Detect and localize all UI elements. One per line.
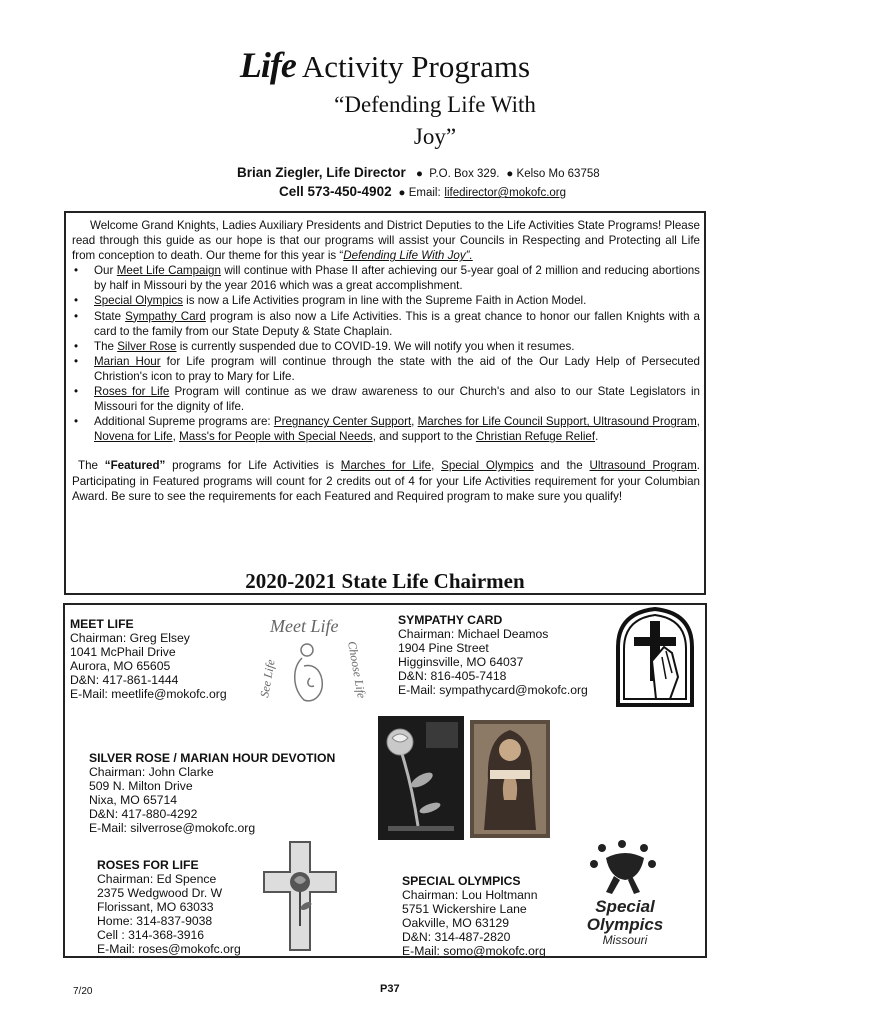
page-title (0, 44, 770, 86)
marian-icon-image (470, 720, 550, 838)
section-heading: SYMPATHY CARD (398, 613, 503, 627)
chairmen-title: 2020-2021 State Life Chairmen (245, 569, 525, 593)
contact-line: E-Mail: silverrose@mokofc.org (89, 821, 256, 835)
contact-line: 2375 Wedgwood Dr. W (97, 886, 223, 900)
rose-cross-icon (262, 840, 338, 952)
list-item: • State Sympathy Card program is also now a Life Activities. This is a great chance to honor our fallen Knights with a card to the family from our State Deputy & State Chaplain. (72, 309, 700, 339)
featured-so-link[interactable]: Special Olympics (441, 459, 534, 473)
contact-line: E-Mail: meetlife@mokofc.org (70, 687, 227, 701)
intro-text (72, 218, 700, 504)
special-needs-mass-link[interactable]: Mass's for People with Special Needs (179, 430, 373, 444)
list-item: • Roses for Life Program will continue as we draw awareness to our Church's and also to our State Legislators in Missouri for the dignity of life. (72, 384, 700, 414)
pregnancy-center-link[interactable]: Pregnancy Center Support (273, 415, 412, 429)
meet-life-logo (252, 608, 369, 708)
title-life: Life (239, 45, 296, 85)
contact-line: 1041 McPhail Drive (70, 645, 176, 659)
contact-line: D&N: 417-861-1444 (70, 673, 179, 687)
contact-line: Chairman: Ed Spence (97, 872, 217, 886)
list-item: • Marian Hour for Life program will continue through the state with the aid of the Our Lady Help of Persecuted Christion's icon to pray to Mary for Life. (72, 354, 700, 384)
so-logo-line-3: Missouri (602, 933, 648, 947)
sympathy-card-contact (398, 613, 588, 697)
contact-line: Florissant, MO 63033 (97, 900, 214, 914)
contact-line: Oakville, MO 63129 (402, 916, 510, 930)
welcome-paragraph: Welcome Grand Knights, Ladies Auxiliary Presidents and District Deputies to the Life Activities State Programs! Please read through this guide as our hope is that our programs will assist your Councils in Respecting and Protecting all Life from conception to death. Our theme for this year is “Defending Life With Joy”. (72, 219, 700, 263)
contact-line-2: Cell 573-450-4902 ● Email: lifedirector@mokofc.org (279, 184, 567, 199)
special-olympics-link[interactable]: Special Olympics (94, 294, 183, 308)
meet-life-link[interactable]: Meet Life Campaign (116, 264, 221, 278)
special-olympics-contact (402, 874, 546, 958)
list-item: • Our Meet Life Campaign will continue with Phase II after achieving our 5-year goal of 2 million and reducing abortions by half in Missouri by the year 2016 which was a great accomplishment. (72, 263, 700, 293)
roses-for-life-link[interactable]: Roses for Life (94, 385, 170, 399)
contact-line: Home: 314-837-9038 (97, 914, 213, 928)
contact-line: Chairman: John Clarke (89, 765, 214, 779)
contact-line: D&N: 816-405-7418 (398, 669, 507, 683)
logo-see-life-text: See Life (257, 658, 278, 699)
cell-phone: Cell 573-450-4902 (279, 184, 392, 199)
contact-line: 5751 Wickershire Lane (402, 902, 527, 916)
list-item: • Special Olympics is now a Life Activities program in line with the Supreme Faith in Action Model. (72, 293, 700, 308)
pregnant-figure-icon (295, 644, 323, 701)
so-logo-line-1: Special (595, 897, 655, 916)
contact-line-1: Brian Ziegler, Life Director ● P.O. Box 329. ● Kelso Mo 63758 (237, 165, 600, 180)
meet-life-contact (70, 617, 227, 701)
roses-for-life-contact (97, 858, 241, 956)
contact-line: E-Mail: roses@mokofc.org (97, 942, 241, 956)
theme-line-1: “Defending Life With (334, 92, 536, 117)
contact-line: Chairman: Greg Elsey (70, 631, 190, 645)
so-figure-icon (590, 840, 656, 894)
contact-line: Nixa, MO 65714 (89, 793, 178, 807)
footer-date: 7/20 (73, 986, 93, 997)
contact-line: Cell : 314-368-3916 (97, 928, 205, 942)
list-item: • The Silver Rose is currently suspended due to COVID-19. We will notify you when it resumes. (72, 339, 700, 354)
featured-marches-link[interactable]: Marches for Life (340, 459, 432, 473)
section-heading: SILVER ROSE / MARIAN HOUR DEVOTION (89, 751, 336, 765)
title-rest: Activity Programs (301, 49, 531, 84)
contact-line: Aurora, MO 65605 (70, 659, 171, 673)
logo-meet-life-text: Meet Life (270, 616, 339, 636)
sympathy-card-link[interactable]: Sympathy Card (125, 309, 206, 323)
section-heading: MEET LIFE (70, 617, 134, 631)
section-heading: SPECIAL OLYMPICS (402, 874, 521, 888)
theme-line-2: Joy” (413, 124, 457, 149)
marches-ultrasound-link[interactable]: Marches for Life Council Support, Ultrasound Program (417, 415, 697, 429)
contact-line: E-Mail: somo@mokofc.org (402, 944, 546, 958)
silver-rose-image (378, 716, 464, 840)
list-item: • Additional Supreme programs are: Pregnancy Center Support, Marches for Life Council Support, Ultrasound Program, Novena for Life, Mass's for People with Special Needs, and support to the Christian Refuge Relief. (72, 414, 700, 444)
so-logo-line-2: Olympics (586, 915, 664, 934)
contact-line: Chairman: Michael Deamos (398, 627, 549, 641)
contact-line: 1904 Pine Street (398, 641, 489, 655)
director-name: Brian Ziegler, Life Director (237, 165, 406, 180)
featured-paragraph: The “Featured” programs for Life Activities is Marches for Life, Special Olympics and the Ultrasound Program. Participating in Featured programs will count for 2 credits out of 4 for your Life Activities requirement for your Columbian Award. Be sure to see the requirements for each Featured and Required program to make sure you qualify! (72, 459, 701, 503)
contact-line: Chairman: Lou Holtmann (402, 888, 538, 902)
contact-line: D&N: 417-880-4292 (89, 807, 198, 821)
praying-hands-window-icon (612, 607, 698, 707)
featured-ultrasound-link[interactable]: Ultrasound Program (589, 459, 697, 473)
address: P.O. Box 329. (429, 168, 500, 180)
christian-refuge-link[interactable]: Christian Refuge Relief (475, 430, 596, 444)
silver-rose-link[interactable]: Silver Rose (117, 339, 177, 353)
logo-choose-life-text: Choose Life (345, 640, 369, 700)
contact-line: E-Mail: sympathycard@mokofc.org (398, 683, 588, 697)
email-link[interactable]: lifedirector@mokofc.org (444, 187, 567, 199)
contact-line: Higginsville, MO 64037 (398, 655, 524, 669)
contact-line: D&N: 314-487-2820 (402, 930, 511, 944)
program-list (72, 263, 700, 444)
silver-rose-contact (89, 751, 335, 835)
contact-line: 509 N. Milton Drive (89, 779, 193, 793)
section-heading: ROSES FOR LIFE (97, 858, 199, 872)
novena-link[interactable]: Novena for Life (94, 430, 173, 444)
special-olympics-logo (570, 838, 680, 948)
email-label: Email: (408, 187, 441, 199)
marian-hour-link[interactable]: Marian Hour (94, 354, 161, 368)
page-number: P37 (380, 983, 400, 995)
city: Kelso Mo 63758 (516, 168, 600, 180)
